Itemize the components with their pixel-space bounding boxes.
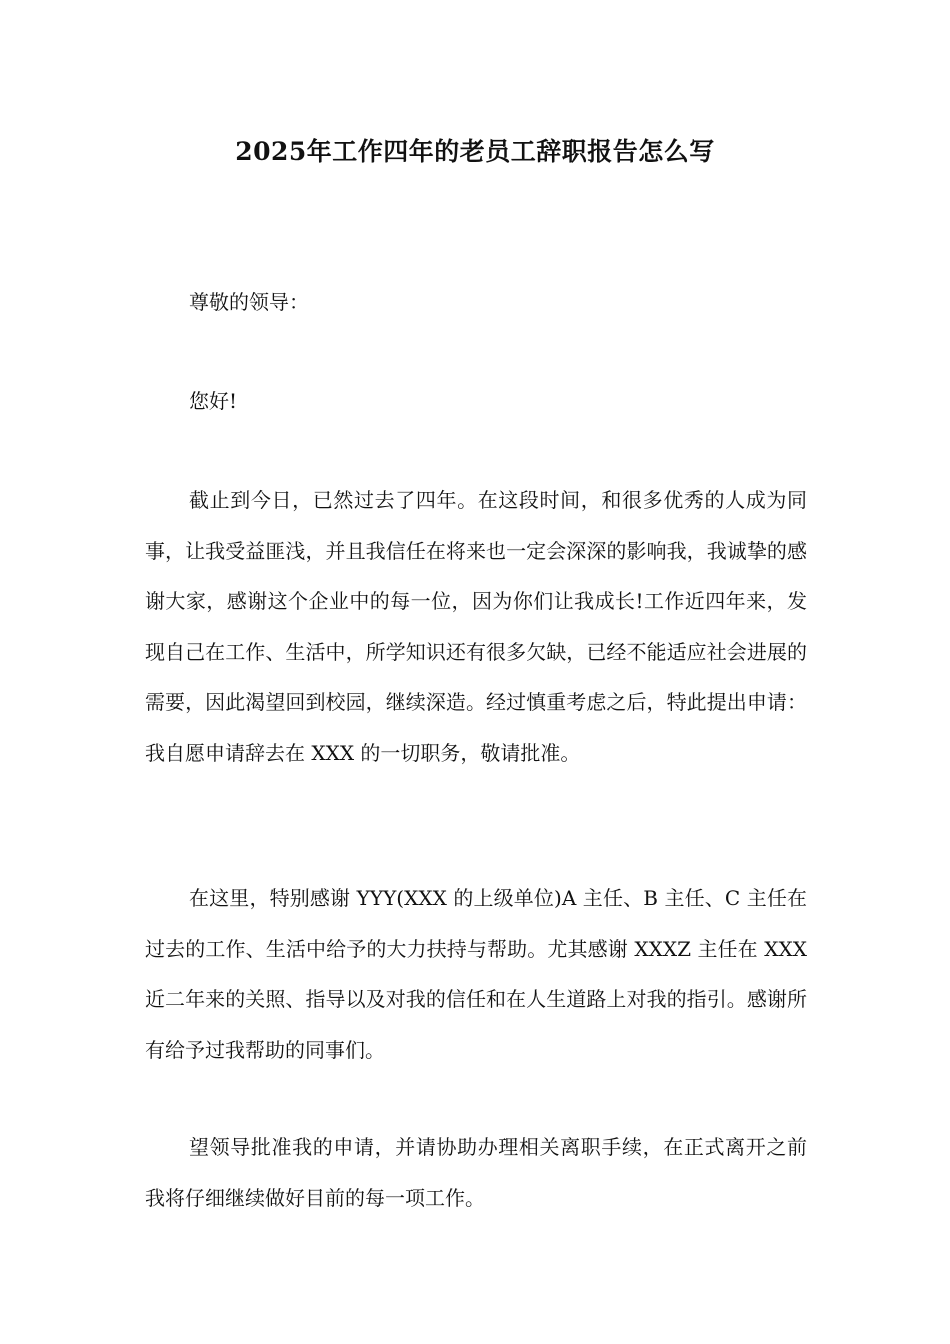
body-paragraph: 截止到今日，已然过去了四年。在这段时间，和很多优秀的人成为同事，让我受益匪浅，并且我信任在将来也一定会深深的影响我，我诚挚的感谢大家，感谢这个企业中的每一位，因为你们让我成长!工作近四年来，发现自己在工作、生活中，所学知识还有很多欠缺，已经不能适应社会进展的需要，因此渴望回到校园，继续深造。经过慎重考虑之后，特此提出申请：我自愿申请辞去在 XXX 的一切职务，敬请批准。 [145,488,807,765]
body-paragraph: 在这里，特别感谢 YYY(XXX 的上级单位)A 主任、B 主任、C 主任在过去的工作、生活中给予的大力扶持与帮助。尤其感谢 XXXZ 主任在 XXX 近二年来的关照、指导以及对我的信任和在人生道路上对我的指引。感谢所有给予过我帮助的同事们。 [145,886,807,1062]
greeting: 您好! [189,389,238,413]
salutation: 尊敬的领导： [189,290,309,314]
document-title: 2025年工作四年的老员工辞职报告怎么写 [235,137,715,166]
body-paragraph: 望领导批准我的申请，并请协助办理相关离职手续，在正式离开之前我将仔细继续做好目前的每一项工作。 [145,1135,807,1210]
